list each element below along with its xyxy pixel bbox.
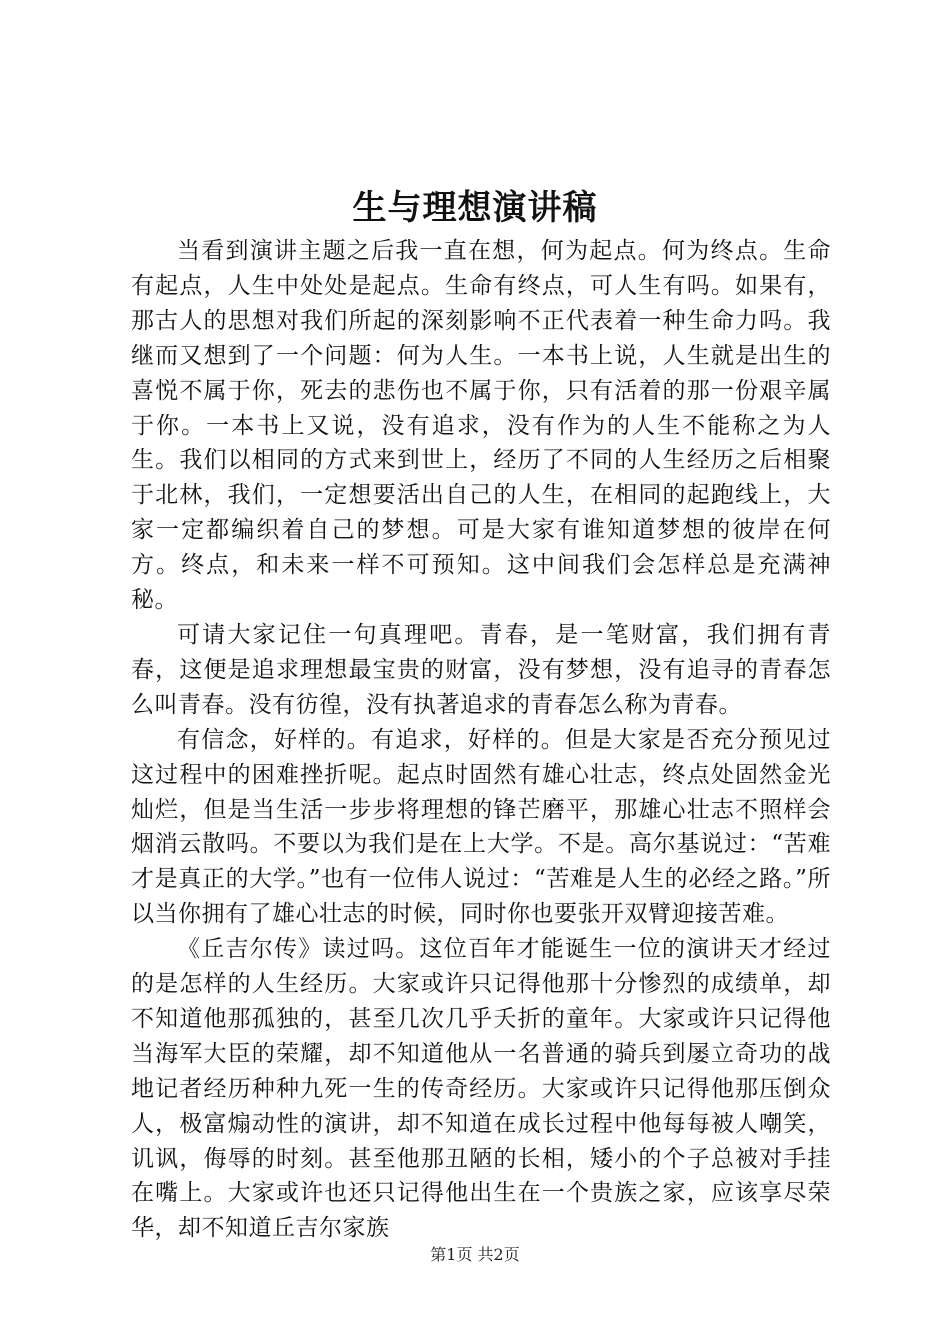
document-body xyxy=(131,234,831,1246)
page-footer: 第1页 共2页 xyxy=(430,1245,520,1264)
page-title: 生与理想演讲稿 xyxy=(352,188,598,228)
paragraph-4: 《丘吉尔传》读过吗。这位百年才能诞生一位的演讲天才经过的是怎样的人生经历。大家或许只记得他那十分惨烈的成绩单，却不知道他那孤独的，甚至几次几乎夭折的童年。大家或许只记得他当海军大臣的荣耀，却不知道他从一名普通的骑兵到屡立奇功的战地记者经历种种九死一生的传奇经历。大家或许只记得他那压倒众人，极富煽动性的演讲，却不知道在成长过程中他每每被人嘲笑，讥讽，侮辱的时刻。甚至他那丑陋的长相，矮小的个子总被对手挂在嘴上。大家或许也还只记得他出生在一个贵族之家，应该享尽荣华，却不知道丘吉尔家族 xyxy=(131,936,831,1242)
paragraph-3: 有信念，好样的。有追求，好样的。但是大家是否充分预见过这过程中的困难挫折呢。起点时固然有雄心壮志，终点处固然金光灿烂，但是当生活一步步将理想的锋芒磨平，那雄心壮志不照样会烟消云散吗。不要以为我们是在上大学。不是。高尔基说过：“苦难才是真正的大学。”也有一位伟人说过：“苦难是人生的必经之路。”所以当你拥有了雄心壮志的时候，同时你也要张开双臂迎接苦难。 xyxy=(131,726,831,928)
paragraph-2: 可请大家记住一句真理吧。青春，是一笔财富，我们拥有青春，这便是追求理想最宝贵的财富，没有梦想，没有追寻的青春怎么叫青春。没有彷徨，没有执著追求的青春怎么称为青春。 xyxy=(131,621,831,718)
paragraph-1: 当看到演讲主题之后我一直在想，何为起点。何为终点。生命有起点，人生中处处是起点。生命有终点，可人生有吗。如果有，那古人的思想对我们所起的深刻影响不正代表着一种生命力吗。我继而又想到了一个问题：何为人生。一本书上说，人生就是出生的喜悦不属于你，死去的悲伤也不属于你，只有活着的那一份艰辛属于你。一本书上又说，没有追求，没有作为的人生不能称之为人生。我们以相同的方式来到世上，经历了不同的人生经历之后相聚于北林，我们，一定想要活出自己的人生，在相同的起跑线上，大家一定都编织着自己的梦想。可是大家有谁知道梦想的彼岸在何方。终点，和未来一样不可预知。这中间我们会怎样总是充满神秘。 xyxy=(131,238,831,614)
